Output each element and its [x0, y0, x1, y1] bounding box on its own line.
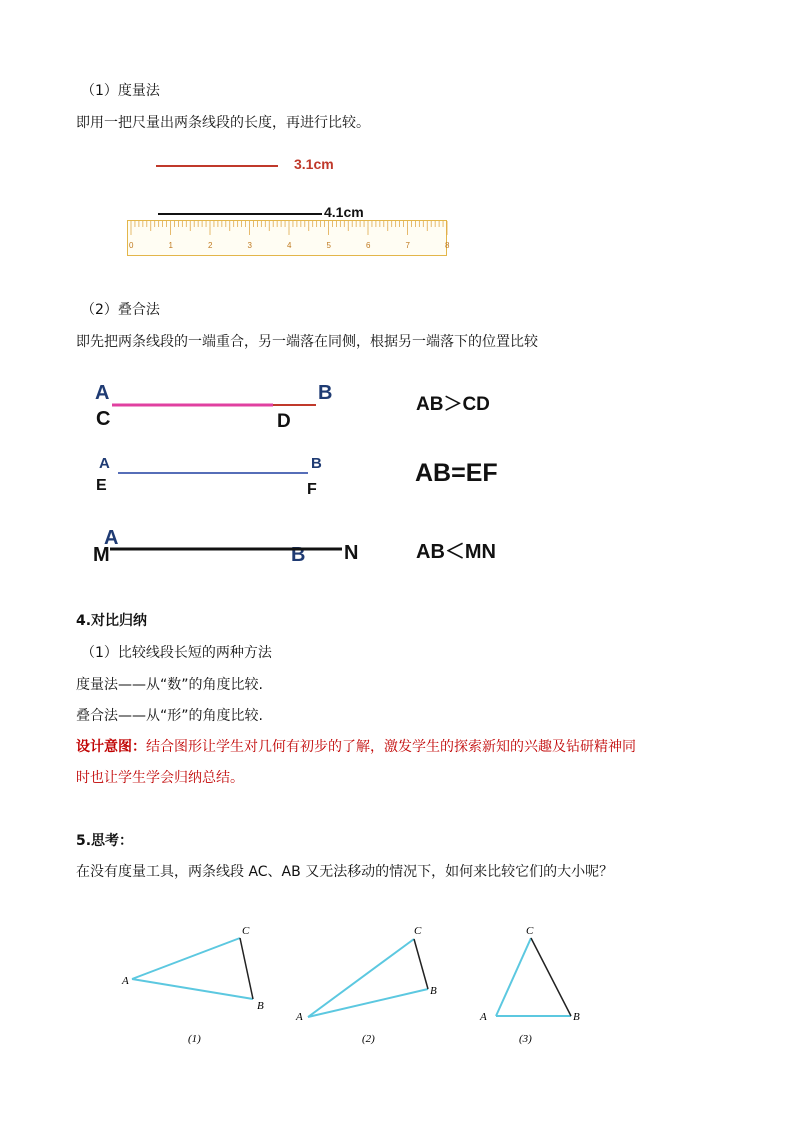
ruler-tick-label: 0: [129, 241, 134, 250]
measure-heading: （1）度量法: [81, 83, 160, 99]
design-intent-text: 结合图形让学生对几何有初步的了解，激发学生的探索新知的兴趣及钻研精神同: [146, 739, 636, 755]
ruler-tick-label: 6: [366, 241, 371, 250]
tri3-side-ac: [496, 938, 531, 1016]
fig-caption-2: (2): [362, 1033, 375, 1045]
think-heading: 5.思考：: [76, 833, 134, 849]
triangle-figures: [110, 920, 600, 1050]
fig-caption-1: (1): [188, 1033, 201, 1045]
label-b-row2: B: [311, 455, 322, 472]
ruler-tick-label: 7: [405, 241, 410, 250]
black-length-label: 4.1cm: [324, 204, 364, 220]
summary-line-measure: 度量法——从“数”的角度比较.: [76, 677, 263, 693]
fig-caption-3: (3): [519, 1033, 532, 1045]
tri2-label-a: A: [296, 1011, 303, 1023]
label-b-row3: B: [291, 544, 306, 566]
summary-subheading: （1）比较线段长短的两种方法: [81, 645, 272, 661]
overlap-description: 即先把两条线段的一端重合，另一端落在同侧，根据另一端落下的位置比较: [76, 334, 538, 350]
red-length-label: 3.1cm: [294, 156, 334, 172]
label-c-row1: C: [96, 408, 111, 430]
tri2-label-b: B: [430, 985, 437, 997]
tri3-label-c: C: [526, 925, 534, 937]
label-e-row2: E: [96, 477, 107, 494]
ruler-tick-label: 8: [445, 241, 450, 250]
ruler-tick-label: 3: [247, 241, 252, 250]
overlap-heading: （2）叠合法: [81, 302, 160, 318]
ruler-tick-label: 5: [326, 241, 331, 250]
label-n-row3: N: [344, 542, 359, 564]
label-d-row1: D: [277, 411, 291, 432]
tri3-label-b: B: [573, 1011, 580, 1023]
label-b-row1: B: [318, 382, 333, 404]
overlap-row2-segment: [116, 468, 316, 478]
result-row2: AB=EF: [415, 459, 498, 487]
label-a-row2: A: [99, 455, 110, 472]
summary-heading: 4.对比归纳: [76, 613, 148, 629]
tri2-side-bc: [414, 939, 428, 989]
measure-description: 即用一把尺量出两条线段的长度，再进行比较。: [76, 115, 370, 131]
label-m-row3: M: [93, 544, 110, 566]
tri1-side-ab: [132, 979, 253, 999]
think-question: 在没有度量工具，两条线段 AC、AB 又无法移动的情况下，如何来比较它们的大小呢？: [76, 864, 614, 880]
ruler-tick-label: 4: [287, 241, 292, 250]
overlap-row1-segments: [110, 398, 330, 412]
design-intent-line2: 时也让学生学会归纳总结。: [76, 770, 244, 786]
triangle-3: [479, 925, 580, 1045]
tri1-label-b: B: [257, 1000, 264, 1012]
ruler-tick-label: 2: [208, 241, 213, 250]
ruler-tick-label: 1: [168, 241, 173, 250]
tri1-side-ac: [132, 938, 240, 979]
overlap-row3-segment: [108, 544, 348, 554]
triangle-2: [295, 925, 437, 1045]
label-f-row2: F: [307, 481, 317, 498]
tri3-side-bc: [531, 938, 571, 1016]
tri1-label-a: A: [122, 975, 129, 987]
summary-line-overlap: 叠合法——从“形”的角度比较.: [76, 708, 263, 724]
tri1-label-c: C: [242, 925, 250, 937]
ruler: [127, 220, 450, 256]
tri1-side-bc: [240, 938, 253, 999]
result-row3: AB＜MN: [416, 541, 496, 563]
triangle-1: [121, 925, 264, 1045]
label-a-row1: A: [95, 382, 110, 404]
label-a-row3: A: [104, 527, 119, 549]
tri2-label-c: C: [414, 925, 422, 937]
result-row1: AB＞CD: [416, 394, 490, 415]
design-intent-label: 设计意图：: [76, 739, 146, 755]
tri3-label-a: A: [480, 1011, 487, 1023]
design-intent-line1: [76, 738, 636, 756]
